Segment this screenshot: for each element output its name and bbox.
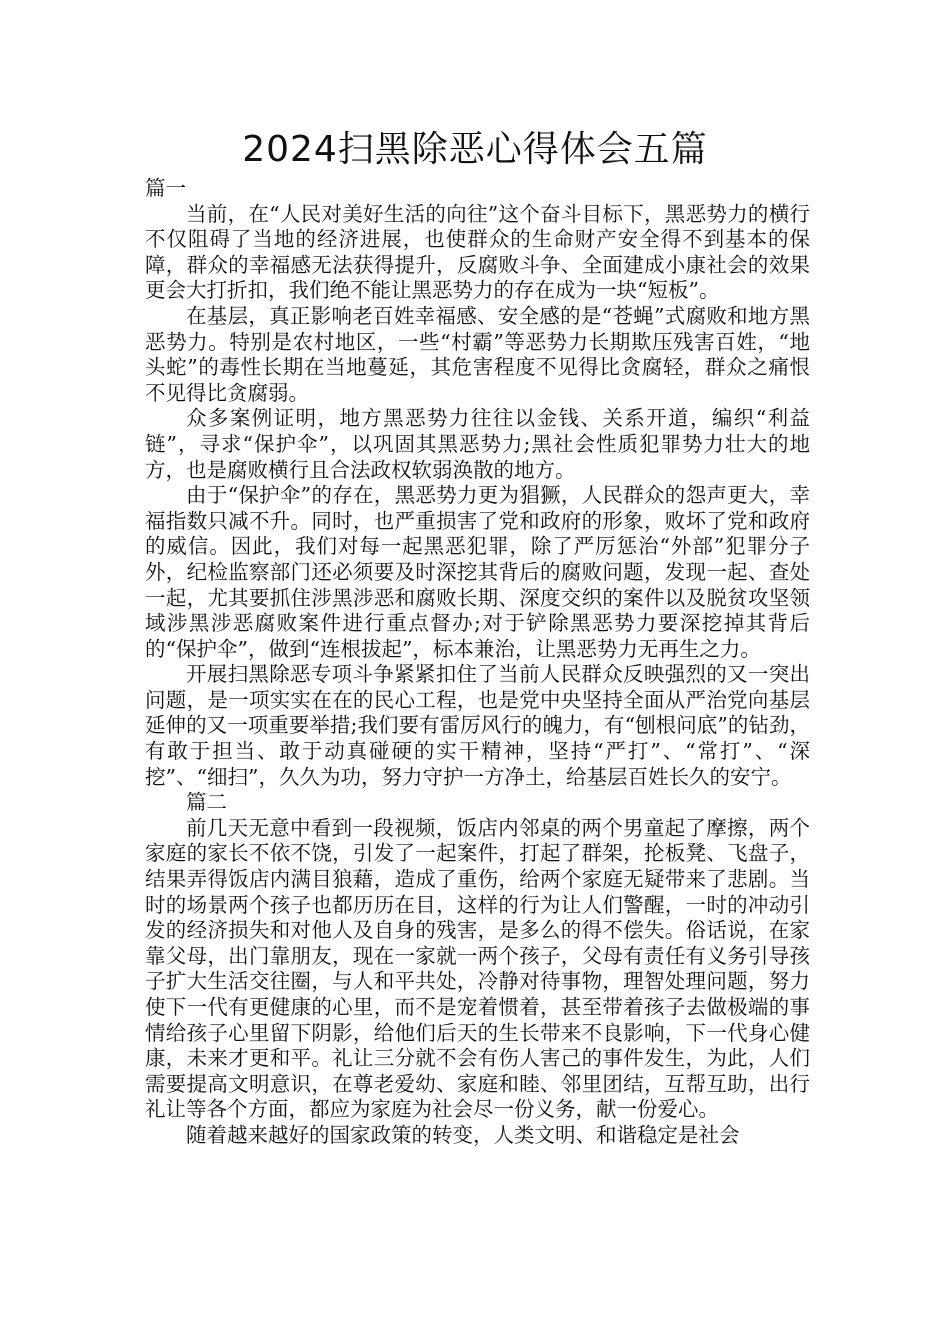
paragraph-7: 随着越来越好的国家政策的转变，人类文明、和谐稳定是社会 (186, 1122, 740, 1147)
section-heading-1: 篇一 (145, 176, 186, 200)
paragraph-5: 开展扫黑除恶专项斗争紧紧扣住了当前人民群众反映强烈的又一突出问题，是一项实实在在的民心工程，也是党中央坚持全面从严治党向基层延伸的又一项重要举措;我们要有雷厉风行的魄力，有“刨根问底”的钻劲，有敢于担当、敢于动真碰硬的实干精神，坚持“严打”、“常打”、“深挖”、“细扫”，久久为功，努力守护一方净土，给基层百姓长久的安宁。 (145, 662, 810, 789)
paragraph-6: 前几天无意中看到一段视频，饭店内邻桌的两个男童起了摩擦，两个家庭的家长不依不饶，引发了一起案件，打起了群架，抡板凳、飞盘子，结果弄得饭店内满目狼藉，造成了重伤，给两个家庭无疑带来了悲剧。当时的场景两个孩子也都历历在目，这样的行为让人们警醒，一时的冲动引发的经济损失和对他人及自身的残害，是多么的得不偿失。俗话说，在家靠父母，出门靠朋友，现在一家就一两个孩子，父母有责任有义务引导孩子扩大生活交往圈，与人和平共处，冷静对待事物，理智处理问题，努力使下一代有更健康的心里，而不是宠着惯着，甚至带着孩子去做极端的事情给孩子心里留下阴影，给他们后天的生长带来不良影响，下一代身心健康，未来才更和平。礼让三分就不会有伤人害己的事件发生，为此，人们需要提高文明意识，在尊老爱幼、家庭和睦、邻里团结，互帮互助，出行礼让等各个方面，都应为家庭为社会尽一份义务，献一份爱心。 (145, 815, 810, 1122)
document-body (145, 176, 810, 1149)
paragraph-3: 众多案例证明，地方黑恶势力往往以金钱、关系开道，编织“利益链”，寻求“保护伞”，以巩固其黑恶势力;黑社会性质犯罪势力壮大的地方，也是腐败横行且合法政权软弱涣散的地方。 (145, 406, 810, 482)
paragraph-4: 由于“保护伞”的存在，黑恶势力更为猖獗，人民群众的怨声更大，幸福指数只减不升。同时，也严重损害了党和政府的形象，败坏了党和政府的威信。因此，我们对每一起黑恶犯罪，除了严厉惩治“外部”犯罪分子外，纪检监察部门还必须要及时深挖其背后的腐败问题，发现一起、查处一起，尤其要抓住涉黑涉恶和腐败长期、深度交织的案件以及脱贫攻坚领域涉黑涉恶腐败案件进行重点督办;对于铲除黑恶势力要深挖掉其背后的“保护伞”，做到“连根拔起”，标本兼治，让黑恶势力无再生之力。 (145, 483, 810, 661)
document-title: 2024扫黑除恶心得体会五篇 (242, 129, 708, 170)
paragraph-1: 当前，在“人民对美好生活的向往”这个奋斗目标下，黑恶势力的横行不仅阻碍了当地的经济进展，也使群众的生命财产安全得不到基本的保障，群众的幸福感无法获得提升，反腐败斗争、全面建成小康社会的效果更会大打折扣，我们绝不能让黑恶势力的存在成为一块“短板”。 (145, 201, 810, 303)
section-heading-2: 篇二 (186, 790, 227, 815)
paragraph-2: 在基层，真正影响老百姓幸福感、安全感的是“苍蝇”式腐败和地方黑恶势力。特别是农村地区，一些“村霸”等恶势力长期欺压残害百姓，“地头蛇”的毒性长期在当地蔓延，其危害程度不见得比贪腐轻，群众之痛恨不见得比贪腐弱。 (145, 303, 810, 405)
